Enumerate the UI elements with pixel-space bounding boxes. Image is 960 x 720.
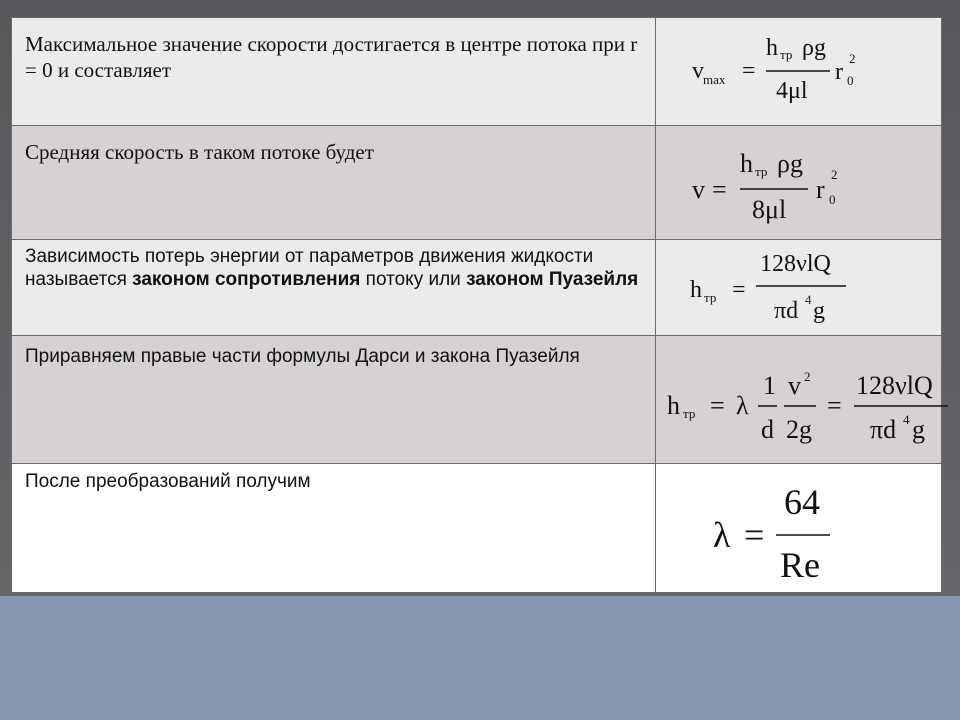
formula-symbol: h [740, 149, 753, 178]
row-3-bold-term-1: законом сопротивления [132, 269, 361, 290]
formula-symbol: 0 [829, 192, 836, 207]
formula-symbol: 2 [831, 167, 838, 182]
row-3-bold-term-2: законом Пуазейля [466, 269, 639, 290]
formula-symbol: 128νlQ [856, 371, 933, 400]
row-1-text: Максимальное значение скорости достигается в центре потока при r = 0 и составляет [12, 18, 656, 126]
row-2-text: Средняя скорость в таком потоке будет [12, 126, 656, 240]
formula-symbol: r [835, 59, 843, 85]
row-5-formula [656, 464, 942, 593]
formula-symbol: тр [780, 47, 793, 62]
lambda-re-formula [656, 464, 960, 593]
row-2-formula [656, 126, 942, 240]
formula-symbol: v [692, 175, 705, 204]
formula-symbol: h [766, 35, 778, 61]
formula-symbol: 2 [849, 51, 856, 66]
formula-symbol: πd [774, 298, 799, 324]
formula-symbol: d [761, 415, 774, 444]
row-5-text: После преобразований получим [12, 464, 656, 593]
formula-symbol: тр [755, 164, 768, 179]
formula-symbol: ρg [777, 149, 803, 178]
formula-symbol: πd [870, 415, 897, 444]
formula-symbol: h [690, 277, 702, 303]
table-row [12, 240, 942, 336]
formula-symbol: r [816, 175, 825, 204]
row-3-text [12, 240, 656, 336]
formula-symbol: 1 [763, 371, 776, 400]
formula-symbol: v [692, 58, 704, 84]
formula-symbol: 0 [847, 73, 854, 88]
formula-symbol: = [710, 391, 725, 420]
row-3-text-part-1: Зависимость потерь энергии от параметров движения жидкости называется [25, 246, 594, 290]
formula-symbol: h [667, 391, 680, 420]
formula-symbol: 4μl [776, 78, 808, 104]
table-row [12, 126, 942, 240]
vmax-formula [656, 18, 960, 126]
formula-symbol: λ [713, 515, 731, 555]
formula-symbol: = [827, 391, 842, 420]
table-row [12, 464, 942, 593]
formula-symbol: g [813, 298, 825, 324]
formula-symbol: g [912, 415, 925, 444]
formula-symbol: = [742, 58, 756, 84]
formula-symbol: ρg [802, 35, 826, 61]
table-row [12, 336, 942, 464]
formula-symbol: 2 [804, 369, 811, 384]
vavg-formula [656, 126, 960, 240]
row-4-formula [656, 336, 942, 464]
formula-symbol: Re [780, 545, 820, 585]
formula-symbol: тр [683, 406, 696, 421]
formula-symbol: 4 [903, 412, 910, 427]
row-3-text-part-2: потоку или [360, 269, 467, 290]
poiseuille-formula [656, 240, 960, 336]
table-row [12, 18, 942, 126]
formula-symbol: тр [704, 290, 717, 305]
row-1-formula [656, 18, 942, 126]
formula-symbol: λ [736, 391, 749, 420]
row-4-text: Приравняем правые части формулы Дарси и закона Пуазейля [12, 336, 656, 464]
formula-symbol: max [703, 72, 726, 87]
formula-symbol: v [788, 371, 801, 400]
formula-symbol: = [744, 515, 765, 555]
formula-symbol: = [732, 277, 746, 303]
formula-symbol: 64 [784, 482, 820, 522]
formula-symbol: = [712, 175, 727, 204]
formula-symbol: 4 [805, 292, 812, 307]
formula-table [11, 17, 942, 593]
formula-symbol: 8μl [752, 195, 787, 224]
formula-symbol: 128νlQ [760, 251, 831, 277]
row-3-formula [656, 240, 942, 336]
darcy-poiseuille-formula [656, 336, 960, 464]
formula-symbol: 2g [786, 415, 812, 444]
